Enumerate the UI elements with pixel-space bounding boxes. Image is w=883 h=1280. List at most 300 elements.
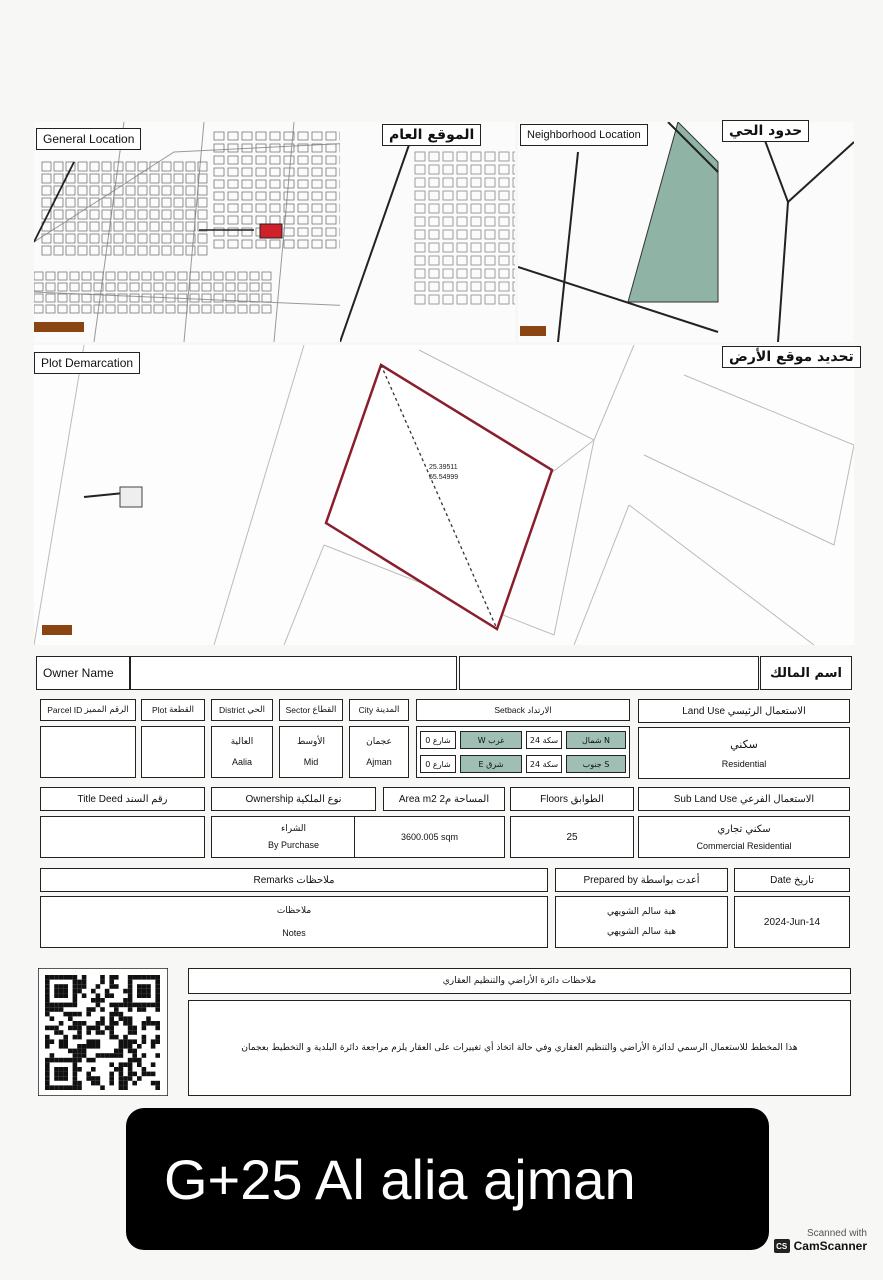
qr-module — [109, 1021, 114, 1026]
qr-module — [45, 1085, 50, 1090]
qr-module — [50, 975, 55, 980]
qr-module — [123, 1044, 128, 1049]
qr-module — [114, 1067, 119, 1072]
qr-module — [73, 1058, 78, 1063]
qr-module — [123, 1076, 128, 1081]
qr-module — [151, 1072, 156, 1077]
qr-module — [50, 1053, 55, 1058]
qr-module — [109, 980, 114, 985]
qr-module — [128, 998, 133, 1003]
qr-module — [96, 1003, 101, 1008]
remarks-value: Notes — [282, 928, 306, 938]
qr-module — [96, 1026, 101, 1031]
qr-module — [77, 1021, 82, 1026]
qr-module — [45, 989, 50, 994]
setback-dir-south: جنوب S — [566, 755, 626, 773]
qr-module — [91, 1067, 96, 1072]
ownership-ar-value: الشراء — [281, 824, 306, 834]
qr-module — [54, 1058, 59, 1063]
qr-module — [63, 1044, 68, 1049]
plot-header: Plot القطعة — [141, 699, 205, 721]
qr-module — [109, 975, 114, 980]
qr-module — [91, 998, 96, 1003]
sector-cell — [279, 726, 343, 778]
qr-module — [151, 1003, 156, 1008]
qr-module — [86, 1044, 91, 1049]
qr-module — [63, 975, 68, 980]
title-deed-header: Title Deed رقم السند — [40, 787, 205, 811]
city-header: City المدينة — [349, 699, 409, 721]
general-location-map-east — [340, 122, 515, 342]
qr-module — [77, 1030, 82, 1035]
qr-module — [123, 998, 128, 1003]
qr-module — [63, 1012, 68, 1017]
qr-module — [50, 1085, 55, 1090]
qr-module — [68, 1058, 73, 1063]
qr-module — [137, 993, 142, 998]
qr-module — [50, 1058, 55, 1063]
qr-module — [54, 1026, 59, 1031]
qr-module — [119, 1039, 124, 1044]
qr-module — [73, 1003, 78, 1008]
qr-module — [63, 993, 68, 998]
date-cell: 2024-Jun-14 — [734, 896, 850, 948]
qr-module — [59, 1076, 64, 1081]
qr-module — [91, 1039, 96, 1044]
qr-module — [96, 1081, 101, 1086]
qr-module — [100, 1085, 105, 1090]
qr-module — [59, 984, 64, 989]
ownership-header: Ownership نوع الملكية — [211, 787, 376, 811]
qr-module — [137, 1044, 142, 1049]
qr-module — [96, 1044, 101, 1049]
qr-module — [82, 1049, 87, 1054]
qr-module — [63, 1067, 68, 1072]
qr-module — [100, 1030, 105, 1035]
qr-module — [45, 998, 50, 1003]
qr-module — [155, 975, 160, 980]
qr-module — [146, 989, 151, 994]
qr-module — [86, 1072, 91, 1077]
dept-notes-body: هذا المخطط للاستعمال الرسمي لدائرة الأراضي والتنظيم العقاري وفي حالة اتخاذ أي تغييرات على العقار يلزم مراجعة دائرة البلدية و التخطيط بعجمان — [188, 1000, 851, 1096]
qr-module — [109, 1062, 114, 1067]
qr-module — [137, 1058, 142, 1063]
qr-module — [63, 1039, 68, 1044]
qr-module — [119, 1067, 124, 1072]
owner-name-value — [130, 656, 457, 690]
qr-module — [128, 1016, 133, 1021]
qr-module — [73, 989, 78, 994]
qr-module — [155, 1053, 160, 1058]
qr-module — [155, 984, 160, 989]
qr-module — [142, 1072, 147, 1077]
qr-module — [45, 1062, 50, 1067]
qr-module — [45, 975, 50, 980]
prepared-by-value-1: هبة سالم الشويهي — [606, 907, 677, 917]
setback-dir-north: شمال N — [566, 731, 626, 749]
qr-module — [105, 993, 110, 998]
qr-module — [45, 1003, 50, 1008]
qr-module — [45, 993, 50, 998]
qr-module — [137, 1007, 142, 1012]
plot-demarcation-label: Plot Demarcation — [34, 352, 140, 374]
qr-module — [91, 1026, 96, 1031]
qr-module — [86, 1026, 91, 1031]
qr-module — [63, 1076, 68, 1081]
parcel-id-header: Parcel ID الرقم المميز — [40, 699, 136, 721]
qr-module — [119, 1053, 124, 1058]
qr-module — [109, 1030, 114, 1035]
qr-module — [59, 1030, 64, 1035]
qr-module — [128, 984, 133, 989]
qr-module — [114, 1007, 119, 1012]
qr-module — [128, 1067, 133, 1072]
qr-module — [109, 1016, 114, 1021]
qr-module — [123, 1085, 128, 1090]
qr-module — [59, 1007, 64, 1012]
qr-module — [119, 1049, 124, 1054]
qr-module — [63, 1003, 68, 1008]
land-use-cell — [638, 727, 850, 779]
qr-module — [100, 998, 105, 1003]
qr-module — [132, 1003, 137, 1008]
qr-module — [77, 1026, 82, 1031]
qr-module — [96, 993, 101, 998]
qr-module — [45, 1012, 50, 1017]
remarks-ar-value: ملاحظات — [276, 906, 312, 916]
qr-module — [128, 1007, 133, 1012]
qr-module — [123, 1062, 128, 1067]
setback-header: Setback الارتداد — [416, 699, 630, 721]
qr-module — [151, 1044, 156, 1049]
qr-module — [59, 989, 64, 994]
qr-module — [73, 1021, 78, 1026]
qr-module — [86, 1076, 91, 1081]
qr-module — [155, 1026, 160, 1031]
qr-module — [123, 1081, 128, 1086]
title-deed-cell — [40, 816, 205, 858]
land-use-value: Residential — [721, 758, 767, 769]
qr-module — [132, 1030, 137, 1035]
qr-module — [109, 1026, 114, 1031]
qr-module — [128, 980, 133, 985]
qr-module — [68, 1012, 73, 1017]
qr-module — [91, 989, 96, 994]
qr-module — [45, 1007, 50, 1012]
qr-module — [142, 1035, 147, 1040]
prepared-by-header: Prepared by أعدت بواسطة — [555, 868, 728, 892]
qr-module — [86, 1058, 91, 1063]
qr-module — [123, 989, 128, 994]
qr-module — [137, 975, 142, 980]
qr-module — [142, 1003, 147, 1008]
prepared-by-value-2: هبة سالم الشويهي — [606, 927, 677, 937]
qr-module — [137, 1062, 142, 1067]
qr-module — [155, 1007, 160, 1012]
qr-module — [114, 1053, 119, 1058]
qr-module — [119, 1062, 124, 1067]
qr-module — [142, 1039, 147, 1044]
area-header: Area m2 المساحة م2 — [383, 787, 505, 811]
qr-module — [155, 1035, 160, 1040]
city-ar-value: عجمان — [366, 737, 392, 747]
qr-module — [77, 1067, 82, 1072]
remarks-header: Remarks ملاحظات — [40, 868, 548, 892]
qr-module — [77, 1085, 82, 1090]
neighborhood-location-label: Neighborhood Location — [520, 124, 648, 146]
qr-module — [59, 1021, 64, 1026]
qr-module — [146, 1072, 151, 1077]
general-location-ar-label: الموقع العام — [382, 124, 481, 146]
qr-module — [54, 1007, 59, 1012]
qr-module — [73, 1076, 78, 1081]
qr-module — [63, 984, 68, 989]
qr-module — [105, 1026, 110, 1031]
qr-module — [63, 989, 68, 994]
qr-module — [123, 1003, 128, 1008]
setback-dir-west: W غرب — [460, 731, 522, 749]
qr-module — [68, 1003, 73, 1008]
qr-module — [142, 989, 147, 994]
setback-val-2: سكة 24 — [526, 755, 562, 773]
qr-module — [73, 980, 78, 985]
sector-value: Mid — [303, 757, 319, 767]
qr-module — [96, 1030, 101, 1035]
qr-module — [73, 1053, 78, 1058]
floors-header: Floors الطوابق — [510, 787, 634, 811]
qr-module — [128, 993, 133, 998]
qr-module — [59, 975, 64, 980]
qr-module — [82, 975, 87, 980]
qr-module — [146, 1021, 151, 1026]
qr-module — [77, 984, 82, 989]
ownership-value: By Purchase — [267, 840, 320, 850]
camscanner-logo-icon: CS — [774, 1239, 790, 1253]
qr-module — [45, 1072, 50, 1077]
qr-module — [77, 980, 82, 985]
qr-module — [137, 1003, 142, 1008]
qr-module — [73, 984, 78, 989]
qr-module — [128, 1039, 133, 1044]
owner-name-value-ar — [459, 656, 759, 690]
parcel-id-cell — [40, 726, 136, 778]
qr-module — [96, 984, 101, 989]
qr-module — [96, 1076, 101, 1081]
camscanner-watermark — [774, 1228, 867, 1253]
qr-module — [54, 984, 59, 989]
qr-module — [96, 1053, 101, 1058]
qr-module — [114, 984, 119, 989]
qr-module — [73, 975, 78, 980]
qr-module — [146, 984, 151, 989]
qr-module — [45, 1035, 50, 1040]
qr-module — [50, 1003, 55, 1008]
qr-module — [45, 1044, 50, 1049]
setback-dir-east: E شرق — [460, 755, 522, 773]
qr-module — [77, 1053, 82, 1058]
qr-module — [155, 1021, 160, 1026]
plot-diag-label-2: 55.54999 — [429, 474, 459, 481]
qr-module — [77, 1049, 82, 1054]
qr-module — [155, 998, 160, 1003]
qr-module — [114, 1035, 119, 1040]
qr-module — [119, 1016, 124, 1021]
qr-module — [54, 975, 59, 980]
owner-name-ar-label: اسم المالك — [760, 656, 852, 690]
qr-module — [50, 1026, 55, 1031]
qr-module — [100, 1007, 105, 1012]
qr-module — [109, 1072, 114, 1077]
qr-module — [146, 993, 151, 998]
qr-module — [119, 1081, 124, 1086]
qr-module — [128, 1049, 133, 1054]
qr-module — [123, 1016, 128, 1021]
qr-module — [82, 1021, 87, 1026]
qr-module — [100, 975, 105, 980]
qr-module — [91, 1007, 96, 1012]
qr-module — [109, 1081, 114, 1086]
qr-module — [86, 1030, 91, 1035]
sector-header: Sector القطاع — [279, 699, 343, 721]
qr-module — [114, 1012, 119, 1017]
qr-module — [119, 1085, 124, 1090]
qr-module — [96, 1039, 101, 1044]
qr-module — [45, 1026, 50, 1031]
qr-module — [137, 1076, 142, 1081]
qr-module — [54, 1067, 59, 1072]
qr-module — [77, 1035, 82, 1040]
remarks-cell — [40, 896, 548, 948]
qr-module — [109, 984, 114, 989]
qr-module — [50, 1039, 55, 1044]
qr-module — [155, 1085, 160, 1090]
qr-module — [45, 1039, 50, 1044]
qr-module — [137, 984, 142, 989]
qr-module — [142, 993, 147, 998]
qr-module — [82, 1044, 87, 1049]
qr-module — [109, 1076, 114, 1081]
qr-module — [155, 1081, 160, 1086]
qr-module — [59, 1044, 64, 1049]
qr-module — [132, 1039, 137, 1044]
area-cell: 3600.005 sqm — [354, 816, 505, 858]
qr-module — [132, 975, 137, 980]
qr-module — [119, 1076, 124, 1081]
qr-module — [73, 1081, 78, 1086]
floors-cell: 25 — [510, 816, 634, 858]
qr-module — [155, 989, 160, 994]
qr-module — [63, 1085, 68, 1090]
qr-module — [59, 1039, 64, 1044]
qr-module — [54, 993, 59, 998]
sub-land-use-cell — [638, 816, 850, 858]
qr-module — [59, 993, 64, 998]
qr-module — [82, 1053, 87, 1058]
prepared-by-cell — [555, 896, 728, 948]
qr-module — [128, 1026, 133, 1031]
qr-module — [128, 1072, 133, 1077]
qr-module — [96, 998, 101, 1003]
qr-module — [109, 993, 114, 998]
qr-module — [63, 1035, 68, 1040]
sub-land-use-header: Sub Land Use الاستعمال الفرعي — [638, 787, 850, 811]
plot-demarcation-map — [34, 345, 854, 645]
owner-name-label: Owner Name — [36, 656, 130, 690]
plot-diag-label-1: 25.39511 — [429, 464, 458, 471]
qr-module — [54, 1003, 59, 1008]
qr-module — [54, 1030, 59, 1035]
qr-module — [142, 1021, 147, 1026]
plot-location-ar-label: تحديد موقع الأرض — [722, 346, 861, 368]
qr-module — [114, 1049, 119, 1054]
qr-module — [132, 1058, 137, 1063]
qr-module — [109, 1035, 114, 1040]
qr-module — [146, 1003, 151, 1008]
city-value: Ajman — [366, 757, 392, 767]
qr-module — [132, 1049, 137, 1054]
qr-module — [114, 1003, 119, 1008]
qr-module — [142, 1026, 147, 1031]
qr-module — [155, 980, 160, 985]
qr-module — [128, 1044, 133, 1049]
setback-street-2: شارع 0 — [420, 755, 456, 773]
qr-module — [119, 1072, 124, 1077]
qr-module — [109, 1053, 114, 1058]
qr-module — [114, 975, 119, 980]
qr-module — [77, 989, 82, 994]
qr-module — [59, 1058, 64, 1063]
qr-module — [73, 1035, 78, 1040]
qr-module — [123, 1021, 128, 1026]
qr-module — [59, 1067, 64, 1072]
sector-ar-value: الأوسط — [296, 737, 326, 747]
qr-module — [151, 1062, 156, 1067]
district-cell — [211, 726, 273, 778]
qr-module — [77, 1081, 82, 1086]
general-location-label: General Location — [36, 128, 141, 150]
qr-module — [63, 1072, 68, 1077]
qr-module — [91, 1044, 96, 1049]
caption-banner: G+25 Al alia ajman — [126, 1108, 769, 1250]
qr-module — [68, 975, 73, 980]
qr-module — [132, 1081, 137, 1086]
qr-module — [68, 1049, 73, 1054]
qr-module — [91, 1058, 96, 1063]
qr-module — [128, 1058, 133, 1063]
qr-module — [73, 1026, 78, 1031]
dept-notes-header: ملاحظات دائرة الأراضي والتنظيم العقاري — [188, 968, 851, 994]
setback-street-1: شارع 0 — [420, 731, 456, 749]
qr-module — [146, 975, 151, 980]
ownership-cell — [211, 816, 376, 858]
qr-module — [77, 1012, 82, 1017]
qr-module — [73, 1049, 78, 1054]
qr-module — [91, 1081, 96, 1086]
qr-module — [45, 1081, 50, 1086]
qr-module — [100, 980, 105, 985]
qr-module — [151, 1039, 156, 1044]
qr-module — [77, 1044, 82, 1049]
qr-module — [128, 1076, 133, 1081]
general-location-map — [34, 122, 379, 342]
qr-module — [73, 1085, 78, 1090]
qr-module — [155, 1003, 160, 1008]
qr-module — [142, 1007, 147, 1012]
district-value: Aalia — [231, 757, 252, 767]
qr-module — [68, 1026, 73, 1031]
qr-module — [68, 1016, 73, 1021]
qr-module — [119, 1012, 124, 1017]
